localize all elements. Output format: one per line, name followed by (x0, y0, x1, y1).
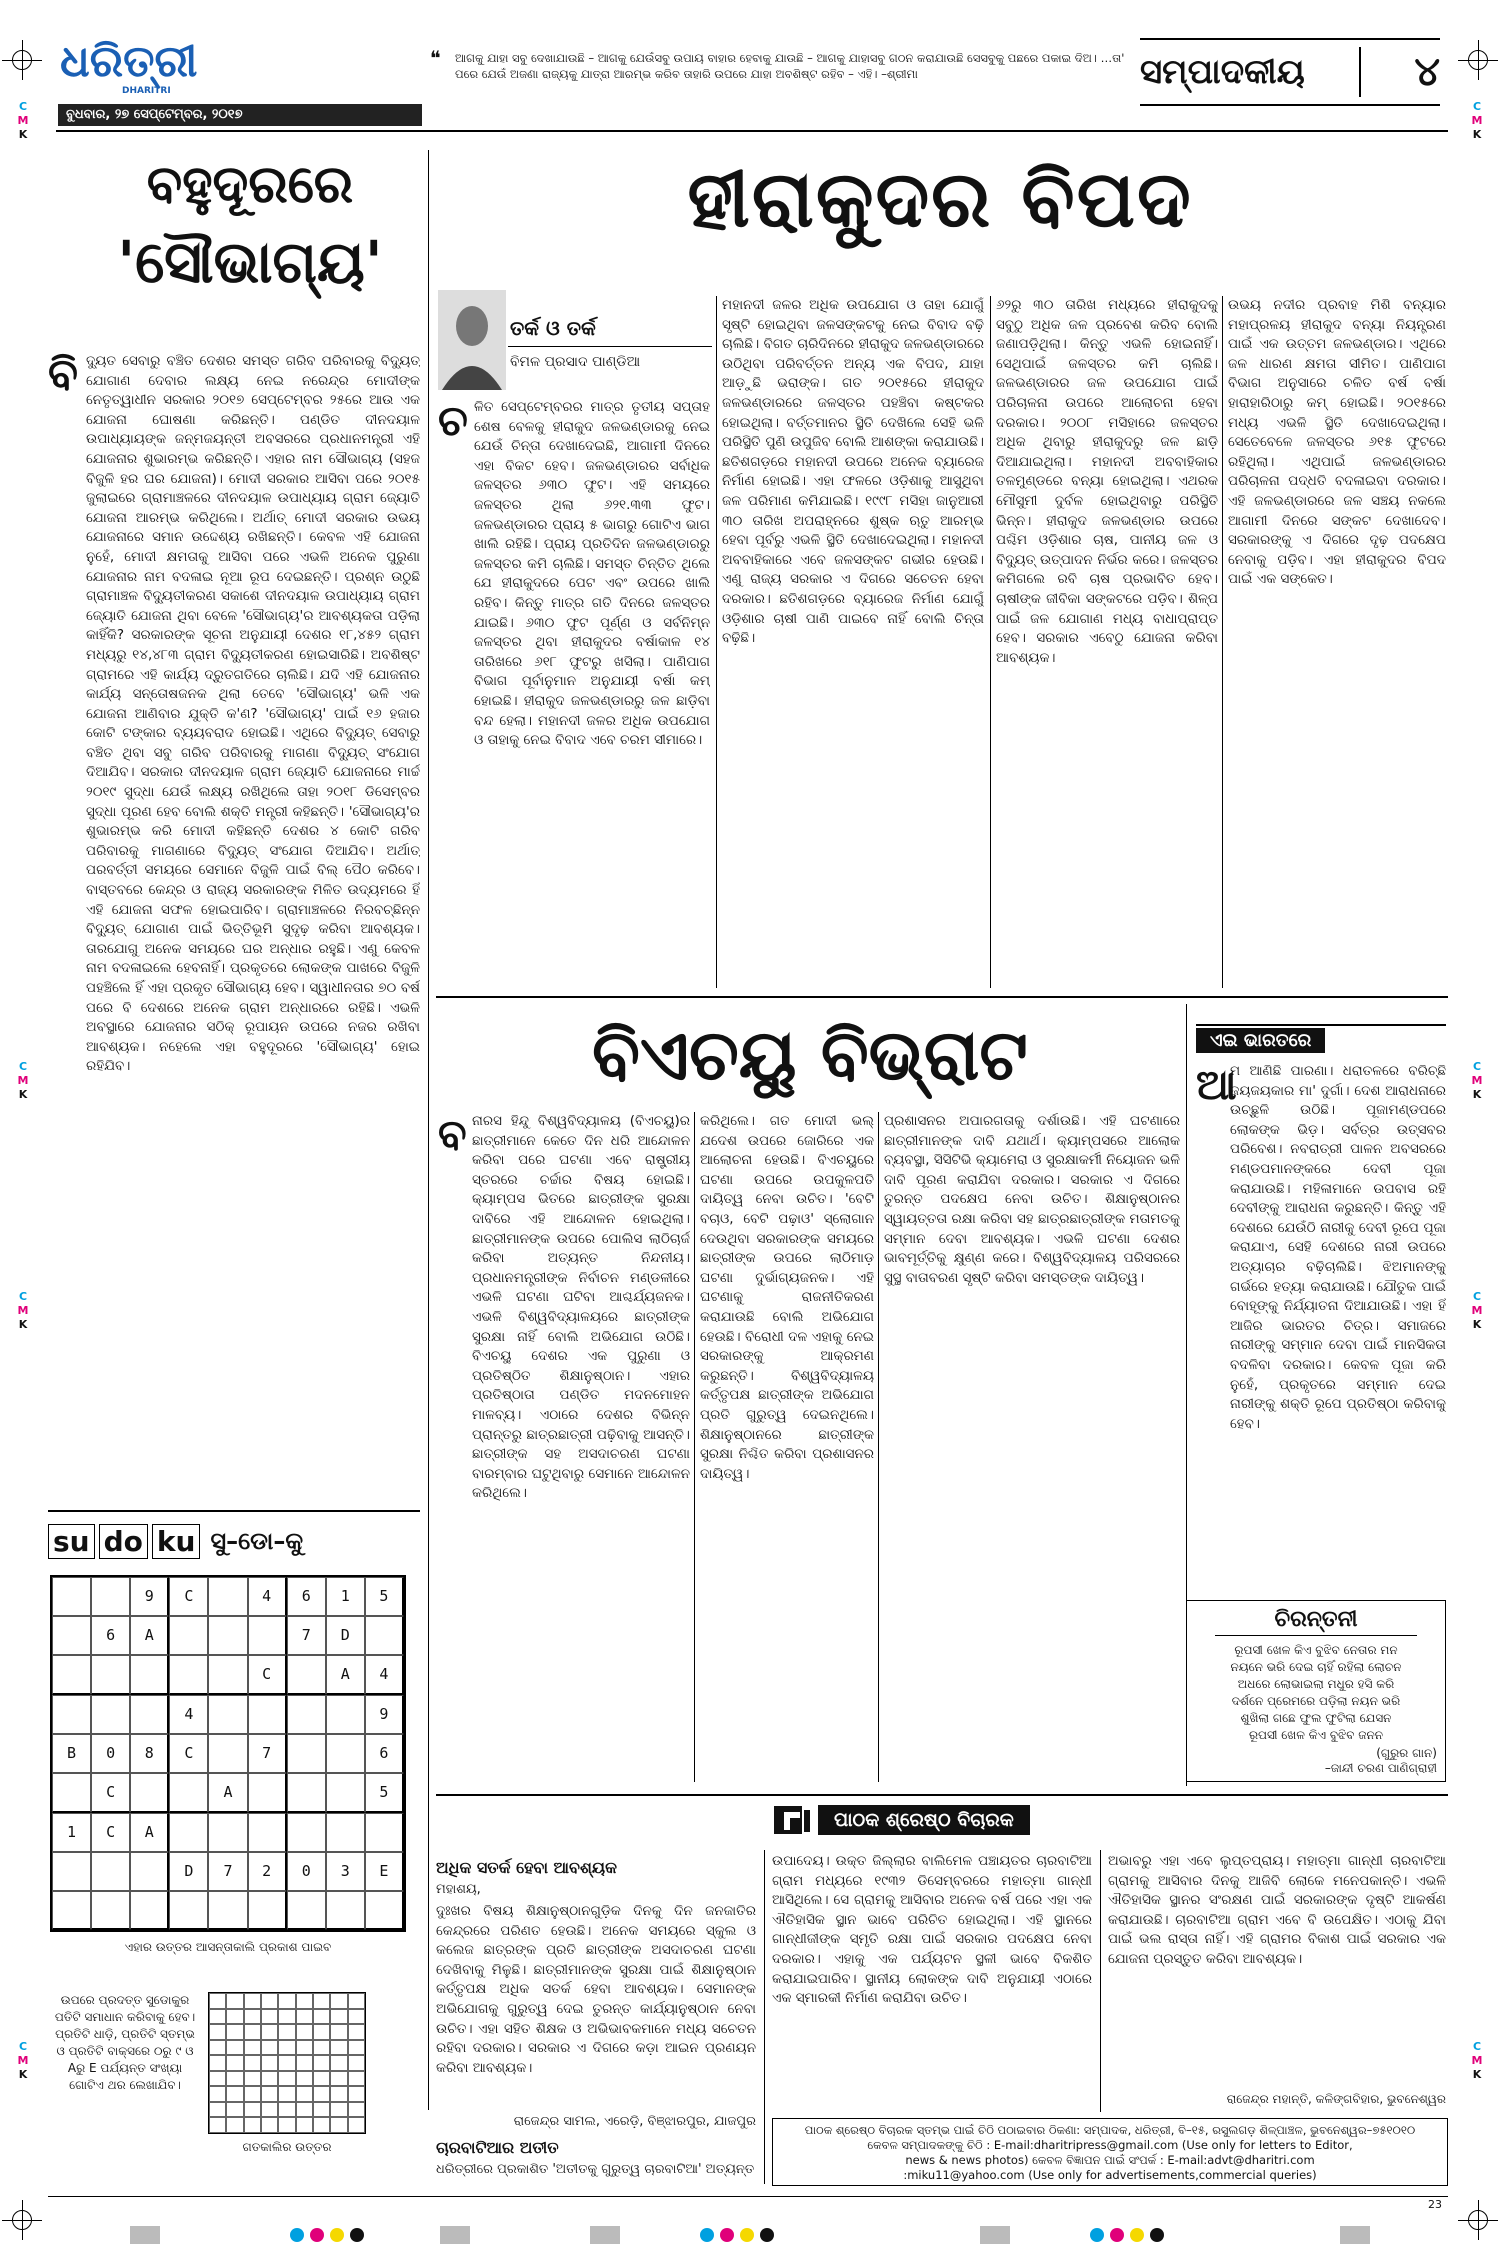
solution-cell (313, 2009, 330, 2025)
sudoku-cell: 5 (365, 1773, 404, 1813)
solution-cell (313, 2117, 330, 2133)
letter1-body: ଦୁଃଖର ବିଷୟ ଶିକ୍ଷାନୁଷ୍ଠାନଗୁଡ଼ିକ ଦିନକୁ ଦିନ ଜନଜାତିର କେନ୍ଦ୍ରରେ ପରିଣତ ହେଉଛି। ଅନେକ ସମୟରେ ସ୍କୁଲ ଓ କଲେଜ ଛାତ୍ରଙ୍କ ପ୍ରତି ଛାତ୍ରୀଙ୍କ ଅସଦାଚରଣ ଘଟଣା ଦେଖିବାକୁ ମିଳୁଛି। ଛାତ୍ରୀମାନଙ୍କ ସୁରକ୍ଷା ପାଇଁ ଶିକ୍ଷାନୁଷ୍ଠାନ କର୍ତ୍ତୃପକ୍ଷ ଅଧିକ ସତର୍କ ହେବା ଆବଶ୍ୟକ। ସେମାନଙ୍କ ଅଭିଯୋଗକୁ ଗୁରୁତ୍ୱ ଦେଇ ତୁରନ୍ତ କାର୍ଯ୍ୟାନୁଷ୍ଠାନ ନେବା ଉଚିତ। ଏହା ସହିତ ଶିକ୍ଷକ ଓ ଅଭିଭାବକମାନେ ମଧ୍ୟ ସଚେତନ ରହିବା ଦରକାର। ସରକାର ଏ ଦିଗରେ କଡ଼ା ଆଇନ ପ୍ରଣୟନ କରିବା ଆବଶ୍ୟକ। (436, 1903, 756, 2076)
sudoku-cell (287, 1655, 326, 1695)
author-name: ବିମଳ ପ୍ରସାଦ ପାଣ୍ଡିଆ (510, 354, 641, 370)
print-bar (1340, 2226, 1370, 2244)
letter1-salutation: ମହାଶୟ, (436, 1882, 481, 1897)
print-bar (130, 2226, 160, 2244)
sudoku-cell (52, 1655, 91, 1695)
main-article-col1: ଳିତ ସେପ୍ଟେମ୍ବରର ମାତ୍ର ତୃତୀୟ ସପ୍ତାହ ଶେଷ ବେଳକୁ ହୀରାକୁଦ ଜଳଭଣ୍ଡାରକୁ ନେଇ ଯେଉଁ ଚିନ୍ତା ଦେଖାଦେଇଛି, ଆଗାମୀ ଦିନରେ ଏହା ବିକଟ ହେବ। ଜଳଭଣ୍ଡାରର ସର୍ବାଧିକ ଜଳସ୍ତର ୬୩୦ ଫୁଟ। ଏହି ସମୟରେ ଜଳସ୍ତର ଥିଲା ୬୨୧.୩୩ ଫୁଟ। ଜଳଭଣ୍ଡାରର ପ୍ରାୟ ୫ ଭାଗରୁ ଗୋଟିଏ ଭାଗ ଖାଲି ରହିଛି। ପ୍ରାୟ ପ୍ରତିଦିନ ଜଳଭଣ୍ଡାରରୁ ଜଳସ୍ତର କମି ଚାଲିଛି। ସମସ୍ତ ଚିନ୍ତିତ ଥିଲେ ଯେ ହୀରାକୁଦରେ ପେଟ ଏବଂ ଉପରେ ଖାଲି ରହିବ। କିନ୍ତୁ ମାତ୍ର ଗତି ଦିନରେ ଜଳସ୍ତର ଯାଇଛି। ୬୩୦ ଫୁଟ ପୂର୍ଣ୍ଣ ଓ ସର୍ବନିମ୍ନ ଜଳସ୍ତର ଥିବା ହୀରାକୁଦର ବର୍ଷାକାଳ ୧୪ ତାରିଖରେ ୬୧୮ ଫୁଟରୁ ଖସିଲା। ପାଣିପାଗ ବିଭାଗ ପୂର୍ବାନୁମାନ ଅନୁଯାୟୀ ବର୍ଷା କମ୍ ହୋଇଛି। ହୀରାକୁଦ ଜଳଭଣ୍ଡାରରୁ ଜଳ ଛାଡ଼ିବା ବନ୍ଦ ହେଲା। ମହାନଦୀ ଜଳର ଅଧିକ ଉପଯୋଗ ଓ ତାହାକୁ ନେଇ ବିବାଦ ଏବେ ଚରମ ସୀମାରେ। (474, 399, 710, 749)
solution-cell (209, 2102, 226, 2118)
sudoku-cell: A (130, 1616, 169, 1655)
sudoku-cell (52, 1577, 91, 1616)
solution-cell (209, 1993, 226, 2009)
solution-cell (261, 1993, 278, 2009)
sudoku-cell (287, 1773, 326, 1813)
sudoku-cell (208, 1616, 247, 1655)
sudoku-cell (208, 1891, 247, 1930)
main-article-col3: ୬୨ରୁ ୩୦ ତାରିଖ ମଧ୍ୟରେ ହୀରାକୁଦକୁ ସବୁଠୁ ଅଧିକ ଜଳ ପ୍ରବେଶ କରିବ ବୋଲି ଜଣାପଡ଼ିଥିଲା। କିନ୍ତୁ ଏଭଳି ହୋଇନାହିଁ। ସେଥିପାଇଁ ଜଳସ୍ତର କମି ଚାଲିଛି। ଜଳଭଣ୍ଡାରର ଜଳ ଉପଯୋଗ ପାଇଁ ପରିଚାଳନା ଉପରେ ଆଲୋଚନା ହେବା ଦରକାର। ୨୦୦୮ ମସିହାରେ ଜଳସ୍ତର ଅଧିକ ଥିବାରୁ ହୀରାକୁଦରୁ ଜଳ ଛାଡ଼ି ଦିଆଯାଇଥିଲା। ମହାନଦୀ ଅବବାହିକାର ତଳମୁଣ୍ଡରେ ବନ୍ୟା ହୋଇଥିଲା। ଏଥରକ ମୌସୁମୀ ଦୁର୍ବଳ ହୋଇଥିବାରୁ ପରିସ୍ଥିତି ଭିନ୍ନ। ହୀରାକୁଦ ଜଳଭଣ୍ଡାର ଉପରେ ପଶ୍ଚିମ ଓଡ଼ିଶାର ଚାଷ, ପାନୀୟ ଜଳ ଓ ବିଦ୍ୟୁତ୍ ଉତ୍ପାଦନ ନିର୍ଭର କରେ। ଜଳସ୍ତର କମିଗଲେ ରବି ଚାଷ ପ୍ରଭାବିତ ହେବ। ଚାଷୀଙ୍କ ଜୀବିକା ସଙ୍କଟରେ ପଡ଼ିବ। ଶିଳ୍ପ ପାଇଁ ଜଳ ଯୋଗାଣ ମଧ୍ୟ ବାଧାପ୍ରାପ୍ତ ହେବ। ସରକାର ଏବେଠୁ ଯୋଜନା କରିବା ଆବଶ୍ୟକ। (996, 297, 1218, 666)
print-dot (290, 2228, 304, 2242)
print-dot (1110, 2228, 1124, 2242)
divider (56, 130, 1448, 132)
solution-cell (278, 2102, 295, 2118)
author-portrait-icon (438, 290, 506, 390)
sudoku-answer-label: ଗତକାଲିର ଉତ୍ତର (242, 2140, 332, 2154)
dropcap: ବ (438, 1110, 467, 1159)
sudoku-cell (365, 1891, 404, 1930)
letter3-body: ଉପାଦେୟ। ଉକ୍ତ ଜିଲ୍ଲାର ବାଲିମେଳ ପଞ୍ଚାୟତର ଚାରବାଟିଆ ଗ୍ରାମ ମଧ୍ୟରେ ୧୯୩୨ ଡିସେମ୍ବରରେ ମହାତ୍ମା ଗାନ୍ଧୀ ଆସିଥିଲେ। ସେ ଗ୍ରାମକୁ ଆସିବାର ଅନେକ ବର୍ଷ ପରେ ଏହା ଏକ ଐତିହାସିକ ସ୍ଥାନ ଭାବେ ପରିଚିତ ହୋଇଥିଲା। ଏହି ସ୍ଥାନରେ ଗାନ୍ଧୀଜୀଙ୍କ ସ୍ମୃତି ରକ୍ଷା ପାଇଁ ସରକାର ପଦକ୍ଷେପ ନେବା ଦରକାର। ଏହାକୁ ଏକ ପର୍ଯ୍ୟଟନ ସ୍ଥଳୀ ଭାବେ ବିକଶିତ କରାଯାଇପାରିବ। ସ୍ଥାନୀୟ ଲୋକଙ୍କ ଦାବି ଅନୁଯାୟୀ ଏଠାରେ ଏକ ସ୍ମାରକୀ ନିର୍ମାଣ କରାଯିବା ଉଚିତ। (772, 1853, 1092, 2007)
solution-cell (296, 2117, 313, 2133)
sudoku-cell: 7 (287, 1616, 326, 1655)
reader-header (770, 1800, 1100, 1840)
sudoku-cell (169, 1655, 208, 1695)
solution-cell (278, 2117, 295, 2133)
solution-cell (244, 2024, 261, 2040)
sudoku-cell (130, 1655, 169, 1695)
sudoku-cell: C (248, 1655, 287, 1695)
solution-cell (244, 2009, 261, 2025)
sudoku-cell: A (130, 1813, 169, 1852)
sudoku-cell (91, 1655, 130, 1695)
solution-cell (209, 2071, 226, 2087)
solution-cell (348, 2055, 365, 2071)
page-number: 23 (1428, 2198, 1442, 2211)
bhu-article-title: ବିଏଚୟୁ ବିଭ୍ରାଟ (592, 1014, 1028, 1096)
solution-cell (209, 2086, 226, 2102)
sudoku-cell (52, 1773, 91, 1813)
chirantani-title: ଚିରନ୍ତନୀ (1215, 1607, 1417, 1636)
ei-bharatare-title: ଏଇ ଭାରତରେ (1196, 1028, 1325, 1053)
solution-cell (296, 2040, 313, 2056)
registration-mark (1458, 2200, 1498, 2240)
letter2-body: ଧରିତ୍ରୀରେ ପ୍ରକାଶିତ 'ଅତୀତକୁ ଗୁରୁତ୍ୱ ଚାରବାଟିଆ' ଅତ୍ୟନ୍ତ (436, 2162, 755, 2177)
print-bar (440, 2226, 470, 2244)
sudoku-cell (287, 1891, 326, 1930)
solution-cell (244, 2055, 261, 2071)
solution-cell (330, 2055, 347, 2071)
print-dot (720, 2228, 734, 2242)
column-divider (764, 1850, 765, 2184)
print-dot (350, 2228, 364, 2242)
sudoku-cell: 7 (208, 1852, 247, 1891)
print-dot (1150, 2228, 1164, 2242)
sudoku-cell: D (326, 1616, 365, 1655)
sudoku-cell (52, 1616, 91, 1655)
left-article-title: ବହୁଦୂରରେ (146, 155, 354, 215)
column-divider (1222, 296, 1223, 988)
section-header (1140, 38, 1440, 106)
solution-cell (209, 2117, 226, 2133)
column-divider (716, 296, 717, 988)
left-article-title-2: 'ସୌଭାଗ୍ୟ' (117, 228, 383, 296)
solution-cell (278, 1993, 295, 2009)
ei-bharatare-header (1196, 1024, 1446, 1054)
sudoku-cell (365, 1616, 404, 1655)
sudoku-cell (91, 1577, 130, 1616)
sudoku-cell (169, 1773, 208, 1813)
sudoku-cell (248, 1891, 287, 1930)
sudoku-cell (208, 1577, 247, 1616)
cmk-marker: C M K (1471, 1290, 1483, 1331)
cmk-marker: C M K (1471, 1060, 1483, 1101)
sudoku-cell (326, 1773, 365, 1813)
section-title: ସମ୍ପାଦକୀୟ (1140, 52, 1305, 92)
column-divider (990, 296, 991, 988)
print-dot (1090, 2228, 1104, 2242)
solution-cell (244, 2117, 261, 2133)
print-dot (310, 2228, 324, 2242)
solution-cell (226, 2009, 243, 2025)
sudoku-cell: E (365, 1852, 404, 1891)
solution-cell (313, 2040, 330, 2056)
registration-mark (1458, 40, 1498, 80)
solution-cell (348, 2009, 365, 2025)
column-divider (428, 150, 429, 2110)
solution-cell (330, 2071, 347, 2087)
sudoku-cell: A (326, 1655, 365, 1695)
solution-cell (330, 2086, 347, 2102)
sudoku-cell (248, 1616, 287, 1655)
solution-cell (226, 2071, 243, 2087)
sudoku-cell (91, 1695, 130, 1734)
header-quote: ଆଗକୁ ଯାହା ସବୁ ଦେଖାଯାଉଛି – ଆଗକୁ ଯେଉଁସବୁ ଉପାୟ ବାହାର ହେବାକୁ ଯାଉଛି – ଆଗକୁ ଯାହାସବୁ ଗଠନ କରାଯାଉଛି ସେସବୁକୁ ପଛରେ ପକାଇ ଦିଅ। …ତା' ପରେ ଯେଉଁ ଅଜଣା ରାଜ୍ୟକୁ ଯାତ୍ରା ଆରମ୍ଭ କରିବ ତାହାରି ଉପରେ ଯାହା ଅବଶିଷ୍ଟ ରହିବ – ଏହି। –ଶ୍ରୀମା (455, 51, 1125, 81)
chirantani-box (1186, 1600, 1446, 1782)
sudoku-cell (130, 1695, 169, 1734)
divider (436, 1794, 1448, 1796)
letter2-title: ଚାରବାଟିଆର ଅତୀତ (436, 2138, 559, 2157)
sudoku-cell: 9 (130, 1577, 169, 1616)
solution-cell (330, 2040, 347, 2056)
solution-cell (278, 2055, 295, 2071)
ei-bharatare-body: ମ ଆଣିଛି ପାରଣା। ଧରାତଳରେ ବରିଚ୍ଛି ଜୟଜୟକାର ମା' ଦୁର୍ଗା। ଦେଶ ଆରାଧନାରେ ଉଚ୍ଛୁଳି ଉଠିଛି। ପୂଜାମଣ୍ଡପରେ ଲୋକଙ୍କ ଭିଡ଼। ସର୍ବତ୍ର ଉତ୍ସବର ପରିବେଶ। ନବରାତ୍ରୀ ପାଳନ ଅବସରରେ ମଣ୍ଡପମାନଙ୍କରେ ଦେବୀ ପୂଜା କରାଯାଉଛି। ମହିଳାମାନେ ଉପବାସ ରହି ଦେବୀଙ୍କୁ ଆରାଧନା କରୁଛନ୍ତି। କିନ୍ତୁ ଏହି ଦେଶରେ ଯେଉଁଠି ନାରୀକୁ ଦେବୀ ରୂପେ ପୂଜା କରାଯାଏ, ସେହି ଦେଶରେ ନାରୀ ଉପରେ ଅତ୍ୟାଚାର ବଢ଼ିଚାଲିଛି। ଝିଅମାନଙ୍କୁ ଗର୍ଭରେ ହତ୍ୟା କରାଯାଉଛି। ଯୌତୁକ ପାଇଁ ବୋହୂଙ୍କୁ ନିର୍ଯ୍ୟାତନା ଦିଆଯାଉଛି। ଏହା ହିଁ ଆଜିର ଭାରତର ଚିତ୍ର। ସମାଜରେ ନାରୀଙ୍କୁ ସମ୍ମାନ ଦେବା ପାଇଁ ମାନସିକତା ବଦଳିବା ଦରକାର। କେବଳ ପୂଜା କରି ନୁହେଁ, ପ୍ରକୃତରେ ସମ୍ମାନ ଦେଇ ନାରୀଙ୍କୁ ଶକ୍ତି ରୂପେ ପ୍ରତିଷ୍ଠା କରିବାକୁ ହେବ। (1230, 1063, 1446, 1432)
print-dot (1130, 2228, 1144, 2242)
main-article-col4: ଉଭୟ ନଦୀର ପ୍ରବାହ ମିଶି ବନ୍ୟାର ମହାପ୍ରଳୟ ହୀରାକୁଦ ବନ୍ୟା ନିୟନ୍ତ୍ରଣ ପାଇଁ ଏକ ଉତ୍ତମ ଜଳଭଣ୍ଡାର। ଏଥିରେ ଜଳ ଧାରଣ କ୍ଷମତା ସୀମିତ। ପାଣିପାଗ ବିଭାଗ ଅନୁସାରେ ଚଳିତ ବର୍ଷ ବର୍ଷା ହାରାହାରିଠାରୁ କମ୍ ହୋଇଛି। ୨୦୧୫ରେ ମଧ୍ୟ ଏଭଳି ସ୍ଥିତି ଦେଖାଦେଇଥିଲା। ସେତେବେଳେ ଜଳସ୍ତର ୬୧୫ ଫୁଟରେ ରହିଥିଲା। ଏଥିପାଇଁ ଜଳଭଣ୍ଡାରର ପରିଚାଳନା ପଦ୍ଧତି ବଦଳାଇବା ଦରକାର। ଏହି ଜଳଭଣ୍ଡାରରେ ଜଳ ସଞ୍ଚୟ ନକଲେ ଆଗାମୀ ଦିନରେ ସଙ୍କଟ ଦେଖାଦେବ। ସରକାରଙ୍କୁ ଏ ଦିଗରେ ଦୃଢ଼ ପଦକ୍ଷେପ ନେବାକୁ ପଡ଼ିବ। ଏହା ହୀରାକୁଦର ବିପଦ ପାଇଁ ଏକ ସଙ୍କେତ। (1228, 297, 1446, 588)
sudoku-cell: A (208, 1773, 247, 1813)
sudoku-cell (208, 1813, 247, 1852)
dropcap: ବି (48, 349, 79, 400)
sudoku-cell: D (169, 1852, 208, 1891)
registration-mark (2, 40, 42, 80)
solution-cell (313, 2071, 330, 2087)
solution-cell (348, 2024, 365, 2040)
letter4-body: ଅଭାବରୁ ଏହା ଏବେ ଲୁପ୍ତପ୍ରାୟ। ମହାତ୍ମା ଗାନ୍ଧୀ ଚାରବାଟିଆ ଗ୍ରାମକୁ ଆସିବାର ଦିନକୁ ଆଜିବି ଲୋକେ ମନେପକାନ୍ତି। ଏଭଳି ଐତିହାସିକ ସ୍ଥାନର ସଂରକ୍ଷଣ ପାଇଁ ସରକାରଙ୍କ ଦୃଷ୍ଟି ଆକର୍ଷଣ କରାଯାଉଛି। ଚାରବାଟିଆ ଗ୍ରାମ ଏବେ ବି ଉପେକ୍ଷିତ। ଏଠାକୁ ଯିବା ପାଇଁ ଭଲ ରାସ୍ତା ନାହିଁ। ଏହି ଗ୍ରାମର ବିକାଶ ପାଇଁ ସରକାର ଏକ ଯୋଜନା ପ୍ରସ୍ତୁତ କରିବା ଆବଶ୍ୟକ। (1108, 1853, 1446, 1967)
sudoku-cell: 4 (248, 1577, 287, 1616)
print-dot (760, 2228, 774, 2242)
column-divider (878, 1112, 879, 1782)
letter1-title: ଅଧିକ ସତର୍କ ହେବା ଆବଶ୍ୟକ (436, 1858, 617, 1877)
reader-header-title: ପାଠକ ଶ୍ରେଷ୍ଠ ବିଚାରକ (818, 1805, 1030, 1835)
left-article-body: ଦ୍ୟୁତ ସେବାରୁ ବଞ୍ଚିତ ଦେଶର ସମସ୍ତ ଗରିବ ପରିବାରକୁ ବିଦ୍ୟୁତ୍ ଯୋଗାଣ ଦେବାର ଲକ୍ଷ୍ୟ ନେଇ ନରେନ୍ଦ୍ର ମୋଦୀଙ୍କ ନେତୃତ୍ୱାଧୀନ ସରକାର ୨୦୧୭ ସେପ୍ଟେମ୍ବର ୨୫ରେ ଆଉ ଏକ ଯୋଜନା ଘୋଷଣା କରିଛନ୍ତି। ପଣ୍ଡିତ ଦୀନଦୟାଳ ଉପାଧ୍ୟାୟଙ୍କ ଜନ୍ମଜୟନ୍ତୀ ଅବସରରେ ପ୍ରଧାନମନ୍ତ୍ରୀ ଏହି ଯୋଜନାର ଶୁଭାରମ୍ଭ କରିଛନ୍ତି। ଏହାର ନାମ ସୌଭାଗ୍ୟ (ସହଜ ବିଜୁଳି ହର ଘର ଯୋଜନା)। ମୋଦୀ ସରକାର ଆସିବା ପରେ ୨୦୧୫ ଜୁଲାଇରେ ଗ୍ରାମାଞ୍ଚଳରେ ଦୀନଦୟାଳ ଉପାଧ୍ୟାୟ ଗ୍ରାମ ଜ୍ୟୋତି ଯୋଜନା ଆରମ୍ଭ କରିଥିଲେ। ଅର୍ଥାତ୍ ମୋଦୀ ସରକାର ଉଭୟ ଯୋଜନାରେ ସମାନ ଉଦ୍ଦେଶ୍ୟ ରଖିଛନ୍ତି। କେବଳ ଏହି ଯୋଜନା ନୁହେଁ, ମୋଦୀ କ୍ଷମତାକୁ ଆସିବା ପରେ ଏଭଳି ଅନେକ ପୁରୁଣା ଯୋଜନାର ନାମ ବଦଳାଇ ନୂଆ ରୂପ ଦେଇଛନ୍ତି। ପ୍ରଶ୍ନ ଉଠୁଛି ଗ୍ରାମାଞ୍ଚଳ ବିଦ୍ୟୁତୀକରଣ ସକାଶେ ଦୀନଦୟାଳ ଉପାଧ୍ୟାୟ ଗ୍ରାମ ଜ୍ୟୋତି ଯୋଜନା ଥିବା ବେଳେ 'ସୌଭାଗ୍ୟ'ର ଆବଶ୍ୟକତା ପଡ଼ିଲା କାହିଁକି? ସରକାରଙ୍କ ସୂଚନା ଅନୁଯାୟୀ ଦେଶର ୧୮,୪୫୨ ଗ୍ରାମ ମଧ୍ୟରୁ ୧୪,୪୮୩ ଗ୍ରାମ ବିଦ୍ୟୁତୀକରଣ ହୋଇସାରିଛି। ଅବଶିଷ୍ଟ ଗ୍ରାମରେ ଏହି କାର୍ଯ୍ୟ ଦ୍ରୁତଗତିରେ ଚାଲିଛି। ଯଦି ଏହି ଯୋଜନାର କାର୍ଯ୍ୟ ସନ୍ତୋଷଜନକ ଥିଲା ତେବେ 'ସୌଭାଗ୍ୟ' ଭଳି ଏକ ଯୋଜନା ଆଣିବାର ଯୁକ୍ତି କ'ଣ? 'ସୌଭାଗ୍ୟ' ପାଇଁ ୧୬ ହଜାର କୋଟି ଟଙ୍କାର ବ୍ୟୟବରାଦ ହୋଇଛି। ଏଥିରେ ବିଦ୍ୟୁତ୍ ସେବାରୁ ବଞ୍ଚିତ ଥିବା ସବୁ ଗରିବ ପରିବାରକୁ ମାଗଣା ବିଦ୍ୟୁତ୍ ସଂଯୋଗ ଦିଆଯିବ। ସରକାର ଦୀନଦୟାଳ ଗ୍ରାମ ଜ୍ୟୋତି ଯୋଜନାରେ ମାର୍ଚ୍ଚ ୨୦୧୯ ସୁଦ୍ଧା ଯେଉଁ ଲକ୍ଷ୍ୟ ରଖିଥିଲେ ତାହା ୨୦୧୮ ଡିସେମ୍ବର ସୁଦ୍ଧା ପୂରଣ ହେବ ବୋଲି ଶକ୍ତି ମନ୍ତ୍ରୀ କହିଛନ୍ତି। 'ସୌଭାଗ୍ୟ'ର ଶୁଭାରମ୍ଭ କରି ମୋଦୀ କହିଛନ୍ତି ଦେଶର ୪ କୋଟି ଗରିବ ପରିବାରକୁ ମାଗଣାରେ ବିଦ୍ୟୁତ୍ ସଂଯୋଗ ଦିଆଯିବ। ଅର୍ଥାତ୍ ପରବର୍ତ୍ତୀ ସମୟରେ ସେମାନେ ବିଜୁଳି ପାଇଁ ବିଲ୍ ପୈଠ କରିବେ। ବାସ୍ତବରେ କେନ୍ଦ୍ର ଓ ରାଜ୍ୟ ସରକାରଙ୍କ ମିଳିତ ଉଦ୍ୟମରେ ହିଁ ଏହି ଯୋଜନା ସଫଳ ହୋଇପାରିବ। ଗ୍ରାମାଞ୍ଚଳରେ ନିରବଚ୍ଛିନ୍ନ ବିଦ୍ୟୁତ୍ ଯୋଗାଣ ପାଇଁ ଭିତ୍ତିଭୂମି ସୁଦୃଢ଼ କରିବା ଆବଶ୍ୟକ। ତାରଯୋଗୁ ଅନେକ ସମୟରେ ଘର ଅନ୍ଧାର ରହୁଛି। ଏଣୁ କେବଳ ନାମ ବଦଳାଇଲେ ହେବନାହିଁ। ପ୍ରକୃତରେ ଲୋକଙ୍କ ପାଖରେ ବିଜୁଳି ପହଞ୍ଚିଲେ ହିଁ ଏହା ପ୍ରକୃତ ସୌଭାଗ୍ୟ ହେବ। ସ୍ୱାଧୀନତାର ୭୦ ବର୍ଷ ପରେ ବି ଦେଶରେ ଅନେକ ଗ୍ରାମ ଅନ୍ଧାରରେ ରହିଛି। ଏଭଳି ଅବସ୍ଥାରେ ଯୋଜନାର ସଠିକ୍ ରୂପାୟନ ଉପରେ ନଜର ରଖିବା ଆବଶ୍ୟକ। ନହେଲେ ଏହା ବହୁଦୂରରେ 'ସୌଭାଗ୍ୟ' ହୋଇ ରହିଯିବ। (86, 353, 420, 1075)
column-divider (694, 1112, 695, 1782)
pen-icon (770, 1800, 812, 1840)
cmk-marker: C M K (1471, 2040, 1483, 2081)
solution-cell (348, 2071, 365, 2087)
solution-cell (226, 1993, 243, 2009)
solution-cell (226, 2117, 243, 2133)
sudoku-cell: 1 (326, 1577, 365, 1616)
sudoku-cell (169, 1813, 208, 1852)
sudoku-cell (169, 1616, 208, 1655)
solution-cell (348, 1993, 365, 2009)
sudoku-cell (52, 1852, 91, 1891)
divider (48, 2196, 1448, 2197)
solution-cell (261, 2117, 278, 2133)
solution-cell (261, 2086, 278, 2102)
sudoku-cell (287, 1734, 326, 1773)
bhu-article-col1: ନାରସ ହିନ୍ଦୁ ବିଶ୍ୱବିଦ୍ୟାଳୟ (ବିଏଚୟୁ)ର ଛାତ୍ରୀମାନେ କେତେ ଦିନ ଧରି ଆନ୍ଦୋଳନ କରିବା ପରେ ଘଟଣା ଏବେ ରାଷ୍ଟ୍ରୀୟ ସ୍ତରରେ ଚର୍ଚ୍ଚାର ବିଷୟ ହୋଇଛି। କ୍ୟାମ୍ପସ ଭିତରେ ଛାତ୍ରୀଙ୍କ ସୁରକ୍ଷା ଦାବିରେ ଏହି ଆନ୍ଦୋଳନ ହୋଇଥିଲା। ଛାତ୍ରୀମାନଙ୍କ ଉପରେ ପୋଲିସ ଲାଠିଚାର୍ଜ କରିବା ଅତ୍ୟନ୍ତ ନିନ୍ଦନୀୟ। ପ୍ରଧାନମନ୍ତ୍ରୀଙ୍କ ନିର୍ବାଚନ ମଣ୍ଡଳୀରେ ଏଭଳି ଘଟଣା ଘଟିବା ଆଶ୍ଚର୍ଯ୍ୟଜନକ। ଏଭଳି ବିଶ୍ୱବିଦ୍ୟାଳୟରେ ଛାତ୍ରୀଙ୍କ ସୁରକ୍ଷା ନାହିଁ ବୋଲି ଅଭିଯୋଗ ଉଠିଛି। ବିଏଚୟୁ ଦେଶର ଏକ ପୁରୁଣା ଓ ପ୍ରତିଷ୍ଠିତ ଶିକ୍ଷାନୁଷ୍ଠାନ। ଏହାର ପ୍ରତିଷ୍ଠାତା ପଣ୍ଡିତ ମଦନମୋହନ ମାଳବ୍ୟ। ଏଠାରେ ଦେଶର ବିଭିନ୍ନ ପ୍ରାନ୍ତରୁ ଛାତ୍ରଛାତ୍ରୀ ପଢ଼ିବାକୁ ଆସନ୍ତି। ଛାତ୍ରୀଙ୍କ ସହ ଅସଦାଚରଣ ଘଟଣା ବାରମ୍ବାର ଘଟୁଥିବାରୁ ସେମାନେ ଆନ୍ଦୋଳନ କରିଥିଲେ। (472, 1113, 690, 1502)
page-number-odia: ୪ (1414, 49, 1440, 95)
sudoku-cell (91, 1852, 130, 1891)
registration-mark (2, 2200, 42, 2240)
sudoku-cell: 6 (91, 1616, 130, 1655)
chirantani-source: (ଗୁରୁର ଗାନ) (1376, 1746, 1437, 1760)
divider (508, 346, 712, 347)
sudoku-cell: B (52, 1734, 91, 1773)
sudoku-cell: 5 (365, 1577, 404, 1616)
sudoku-cell (52, 1891, 91, 1930)
contact-box: ପାଠକ ଶ୍ରେଷ୍ଠ ବିଚାରକ ସ୍ତମ୍ଭ ପାଇଁ ଚିଠି ପଠାଇବାର ଠିକଣା: ସମ୍ପାଦକ, ଧରିତ୍ରୀ, ବି–୧୫, ରସୁଲଗଡ଼ ଶିଳ୍ପାଞ୍ଚଳ, ଭୁବନେଶ୍ୱର–୭୫୧୦୧୦ କେବଳ ସମ୍ପାଦକଙ୍କୁ ଚିଠି : E-mail:dharitripress@gmail.com (Use only for letters to Editor, news & news photos) କେବଳ ବିଜ୍ଞାପନ ପାଇଁ ସଂପର୍କ : E-mail:advt@dharitri.com :miku11@yahoo.com (Use only for advertisements,commercial queries) (772, 2118, 1448, 2186)
sudoku-cell (169, 1891, 208, 1930)
solution-cell (278, 2086, 295, 2102)
solution-cell (348, 2117, 365, 2133)
solution-cell (330, 2102, 347, 2118)
sudoku-previous-solution (208, 1992, 366, 2134)
sudoku-cell (52, 1695, 91, 1734)
sudoku-cell (208, 1734, 247, 1773)
sudoku-cell (287, 1695, 326, 1734)
solution-cell (296, 2102, 313, 2118)
sudoku-cell (208, 1655, 247, 1695)
print-dot (740, 2228, 754, 2242)
print-bar (980, 2226, 1010, 2244)
sudoku-cell (365, 1813, 404, 1852)
sudoku-grid (50, 1575, 406, 1932)
chirantani-poet: –ଜାନ୍ଦୀ ଚରଣ ପାଣିଗ୍ରାହୀ (1324, 1761, 1437, 1775)
solution-cell (278, 2024, 295, 2040)
sudoku-cell: 3 (326, 1852, 365, 1891)
sudoku-cell (208, 1695, 247, 1734)
sudoku-cell: C (169, 1734, 208, 1773)
chirantani-poem: ରୂପସୀ ଖେଳ କିଏ ବୁଝିବ ନେତାର ମନ ନୟନେ ଭରି ଦେଇ ଚାହିଁ ରହିଲା ଲୋଚନ ଅଧରେ ଲୋଭାଇଲା ମଧୁର ହସି କରି ଦର୍ଶନେ ପ୍ରେମରେ ପଡ଼ିଲା ନୟନ ଭରି ଶୁଖିଲା ଗଛେ ଫୁଲ ଫୁଟିଲା ଯେସନ ରୂପସୀ ଖେଳ କିଏ ବୁଝିବ ଜନନ (1230, 1643, 1402, 1742)
solution-cell (261, 2024, 278, 2040)
column-name: ତର୍କ ଓ ତର୍କ (510, 316, 596, 340)
solution-cell (313, 2055, 330, 2071)
sudoku-cell (130, 1891, 169, 1930)
sudoku-cell: 4 (169, 1695, 208, 1734)
solution-cell (226, 2040, 243, 2056)
solution-cell (330, 1993, 347, 2009)
dropcap: ଚ (438, 396, 468, 445)
solution-cell (261, 2071, 278, 2087)
print-bar (590, 2226, 620, 2244)
sudoku-cell: 1 (52, 1813, 91, 1852)
sudoku-cell (248, 1813, 287, 1852)
sudoku-cell: 0 (91, 1734, 130, 1773)
solution-cell (261, 2040, 278, 2056)
sudoku-cell (248, 1773, 287, 1813)
print-dot (700, 2228, 714, 2242)
solution-cell (226, 2086, 243, 2102)
solution-cell (209, 2024, 226, 2040)
sudoku-cell: 6 (287, 1577, 326, 1616)
dropcap: ଆ (1196, 1060, 1237, 1109)
letter1-sign: ରାଜେନ୍ଦ୍ର ସାମଲ, ଏରେଡ଼ି, ବିଞ୍ଝାରପୁର, ଯାଜପୁର (513, 2114, 756, 2129)
solution-cell (296, 2086, 313, 2102)
sudoku-cell (248, 1695, 287, 1734)
author-photo (438, 290, 506, 390)
solution-cell (296, 2009, 313, 2025)
sudoku-cell (326, 1695, 365, 1734)
sudoku-cell (130, 1852, 169, 1891)
solution-cell (313, 2086, 330, 2102)
sudoku-cell: C (91, 1773, 130, 1813)
cmk-marker: C M K (17, 2040, 29, 2081)
sudoku-cell (326, 1891, 365, 1930)
divider (436, 996, 1448, 998)
solution-cell (226, 2024, 243, 2040)
solution-cell (244, 2086, 261, 2102)
divider (48, 1510, 420, 1512)
print-dot (330, 2228, 344, 2242)
solution-cell (296, 2055, 313, 2071)
solution-cell (313, 1993, 330, 2009)
solution-cell (296, 2024, 313, 2040)
sudoku-cell: C (169, 1577, 208, 1616)
solution-cell (330, 2009, 347, 2025)
solution-cell (244, 2102, 261, 2118)
solution-cell (296, 1993, 313, 2009)
solution-cell (209, 2055, 226, 2071)
sudoku-cell: 7 (248, 1734, 287, 1773)
sudoku-cell: 8 (130, 1734, 169, 1773)
cmk-marker: C M K (17, 1290, 29, 1331)
solution-cell (244, 1993, 261, 2009)
solution-cell (278, 2009, 295, 2025)
solution-cell (330, 2117, 347, 2133)
solution-cell (226, 2102, 243, 2118)
solution-cell (244, 2040, 261, 2056)
solution-cell (348, 2086, 365, 2102)
sudoku-cell: 0 (287, 1852, 326, 1891)
solution-cell (313, 2024, 330, 2040)
sudoku-cell (130, 1773, 169, 1813)
solution-cell (261, 2055, 278, 2071)
quote-mark-icon: ❝ (430, 46, 441, 70)
sudoku-header: su do ku ସୁ–ଡୋ–କୁ (48, 1518, 420, 1564)
letter4-sign: ରାଜେନ୍ଦ୍ର ମହାନ୍ତି, କଳିଙ୍ଗବିହାର, ଭୁବନେଶ୍ୱର (1226, 2092, 1446, 2106)
masthead-date: ବୁଧବାର, ୨୭ ସେପ୍ଟେମ୍ବର, ୨୦୧୭ (58, 104, 422, 126)
cmk-marker: C M K (17, 100, 29, 141)
solution-cell (278, 2071, 295, 2087)
solution-cell (209, 2009, 226, 2025)
solution-cell (313, 2102, 330, 2118)
bhu-article-col2: କରିଥିଲେ। ଗତ ମୋଦୀ ଭଲ୍ ଯଦେଶ ଉପରେ ଜୋରିରେ ଏକ ଆଲୋଚନା ହେଉଛି। ବିଏଚୟୁରେ ଘଟଣା ଉପରେ ଉପକୁଳପତି ଦାୟିତ୍ୱ ନେବା ଉଚିତ। 'ବେଟି ବଚାଓ, ବେଟି ପଢ଼ାଓ' ସ୍ଲୋଗାନ ଦେଉଥିବା ସରକାରଙ୍କ ସମୟରେ ଛାତ୍ରୀଙ୍କ ଉପରେ ଲାଠିମାଡ଼ ଘଟଣା ଦୁର୍ଭାଗ୍ୟଜନକ। ଏହି ଘଟଣାକୁ ରାଜନୀତିକରଣ କରାଯାଉଛି ବୋଲି ଅଭିଯୋଗ ହେଉଛି। ବିରୋଧୀ ଦଳ ଏହାକୁ ନେଇ ସରକାରଙ୍କୁ ଆକ୍ରମଣ କରୁଛନ୍ତି। ବିଶ୍ୱବିଦ୍ୟାଳୟ କର୍ତ୍ତୃପକ୍ଷ ଛାତ୍ରୀଙ୍କ ଅଭିଯୋଗ ପ୍ରତି ଗୁରୁତ୍ୱ ଦେଇନଥିଲେ। ଶିକ୍ଷାନୁଷ୍ଠାନରେ ଛାତ୍ରୀଙ୍କ ସୁରକ୍ଷା ନିଶ୍ଚିତ କରିବା ପ୍ରଶାସନର ଦାୟିତ୍ୱ। (700, 1113, 874, 1482)
column-divider (1100, 1850, 1101, 2112)
sudoku-cell: 2 (248, 1852, 287, 1891)
sudoku-footer: ଏହାର ଉତ୍ତର ଆସନ୍ତାକାଲି ପ୍ରକାଶ ପାଇବ (124, 1940, 332, 1954)
solution-cell (261, 2102, 278, 2118)
sudoku-cell (91, 1891, 130, 1930)
solution-cell (226, 2055, 243, 2071)
sudoku-cell: 4 (365, 1655, 404, 1695)
cmk-marker: C M K (17, 1060, 29, 1101)
main-article-col2: ମହାନଦୀ ଜଳର ଅଧିକ ଉପଯୋଗ ଓ ତାହା ଯୋଗୁଁ ସୃଷ୍ଟି ହୋଇଥିବା ଜଳସଙ୍କଟକୁ ନେଇ ବିବାଦ ବଢ଼ି ଚାଲିଛି। ବିଗତ ଚାରିଦିନରେ ହୀରାକୁଦ ଜଳଭଣ୍ଡାରରେ ଉଠିଥିବା ପରିବର୍ତ୍ତନ ଅନ୍ୟ ଏକ ବିପଦ, ଯାହା ଆଡ଼ୁଛି ଭରାଙ୍କ। ଗତ ୨୦୧୫ରେ ହୀରାକୁଦ ଜଳଭଣ୍ଡାରରେ ଜଳସ୍ତର ପହଞ୍ଚିବା କଷ୍ଟକର ହୋଇଥିଲା। ବର୍ତ୍ତମାନର ସ୍ଥିତି ଦେଖିଲେ ସେହି ଭଳି ପରିସ୍ଥିତି ପୁଣି ଉପୁଜିବ ବୋଲି ଆଶଙ୍କା କରାଯାଉଛି। ଛତିଶଗଡ଼ରେ ମହାନଦୀ ଉପରେ ଅନେକ ବ୍ୟାରେଜ ନିର୍ମାଣ ହୋଇଛି। ଏହା ଫଳରେ ଓଡ଼ିଶାକୁ ଆସୁଥିବା ଜଳ ପରିମାଣ କମିଯାଇଛି। ୧୯୯୮ ମସିହା ଜାନୁଆରୀ ୩୦ ତାରିଖ ଅପରାହ୍ନରେ ଶୁଷ୍କ ଋତୁ ଆରମ୍ଭ ହେବା ପୂର୍ବରୁ ଏଭଳି ସ୍ଥିତି ଦେଖାଦେଇଥିଲା। ମହାନଦୀ ଅବବାହିକାରେ ଏବେ ଜଳସଙ୍କଟ ଗଭୀର ହେଉଛି। ଏଣୁ ରାଜ୍ୟ ସରକାର ଏ ଦିଗରେ ସଚେତନ ହେବା ଦରକାର। ଛତିଶଗଡ଼ରେ ବ୍ୟାରେଜ ନିର୍ମାଣ ଯୋଗୁଁ ଓଡ଼ିଶାର ଚାଷୀ ପାଣି ପାଇବେ ନାହିଁ ବୋଲି ଚିନ୍ତା ବଢ଼ିଛି। (722, 297, 984, 647)
bhu-article-col3: ପ୍ରଶାସନର ଅପାରଗତାକୁ ଦର୍ଶାଉଛି। ଏହି ଘଟଣାରେ ଛାତ୍ରୀମାନଙ୍କ ଦାବି ଯଥାର୍ଥ। କ୍ୟାମ୍ପସରେ ଆଲୋକ ବ୍ୟବସ୍ଥା, ସିସିଟିଭି କ୍ୟାମେରା ଓ ସୁରକ୍ଷାକର୍ମୀ ନିୟୋଜନ ଭଳି ଦାବି ପୂରଣ କରାଯିବା ଦରକାର। ସରକାର ଏ ଦିଗରେ ତୁରନ୍ତ ପଦକ୍ଷେପ ନେବା ଉଚିତ। ଶିକ୍ଷାନୁଷ୍ଠାନର ସ୍ୱାୟତ୍ତତା ରକ୍ଷା କରିବା ସହ ଛାତ୍ରଛାତ୍ରୀଙ୍କ ମତାମତକୁ ସମ୍ମାନ ଦେବା ଆବଶ୍ୟକ। ଏଭଳି ଘଟଣା ଦେଶର ଭାବମୂର୍ତ୍ତିକୁ କ୍ଷୁଣ୍ଣ କରେ। ବିଶ୍ୱବିଦ୍ୟାଳୟ ପରିସରରେ ସୁସ୍ଥ ବାତାବରଣ ସୃଷ୍ଟି କରିବା ସମସ୍ତଙ୍କ ଦାୟିତ୍ୱ। (884, 1113, 1180, 1286)
solution-cell (209, 2040, 226, 2056)
solution-cell (244, 2071, 261, 2087)
masthead-logo: ଧରିତ୍ରୀ DHARITRI (60, 36, 198, 96)
solution-cell (278, 2040, 295, 2056)
sudoku-cell: 9 (365, 1695, 404, 1734)
cmk-marker: C M K (1471, 100, 1483, 141)
sudoku-cell (326, 1813, 365, 1852)
solution-cell (330, 2024, 347, 2040)
sudoku-cell: 6 (365, 1734, 404, 1773)
sudoku-instructions: ଉପରେ ପ୍ରଦତ୍ତ ସୁଡୋକୁର ପତିଟି ସମାଧାନ କରିବାକୁ ହେବ। ପ୍ରତିଟି ଧାଡ଼ି, ପ୍ରତିଟି ସ୍ତମ୍ଭ ଓ ପ୍ରତିଟି ବାକ୍ସରେ ୦ରୁ ୯ ଓ Aରୁ E ପର୍ଯ୍ୟନ୍ତ ସଂଖ୍ୟା ଗୋଟିଏ ଥର ଲେଖାଯିବ। (54, 1993, 196, 2092)
main-article-title: ହୀରାକୁଦର ବିପଦ (687, 155, 1193, 245)
solution-cell (348, 2040, 365, 2056)
solution-cell (261, 2009, 278, 2025)
solution-cell (296, 2071, 313, 2087)
sudoku-cell (287, 1813, 326, 1852)
sudoku-cell (326, 1734, 365, 1773)
sudoku-cell: C (91, 1813, 130, 1852)
solution-cell (348, 2102, 365, 2118)
